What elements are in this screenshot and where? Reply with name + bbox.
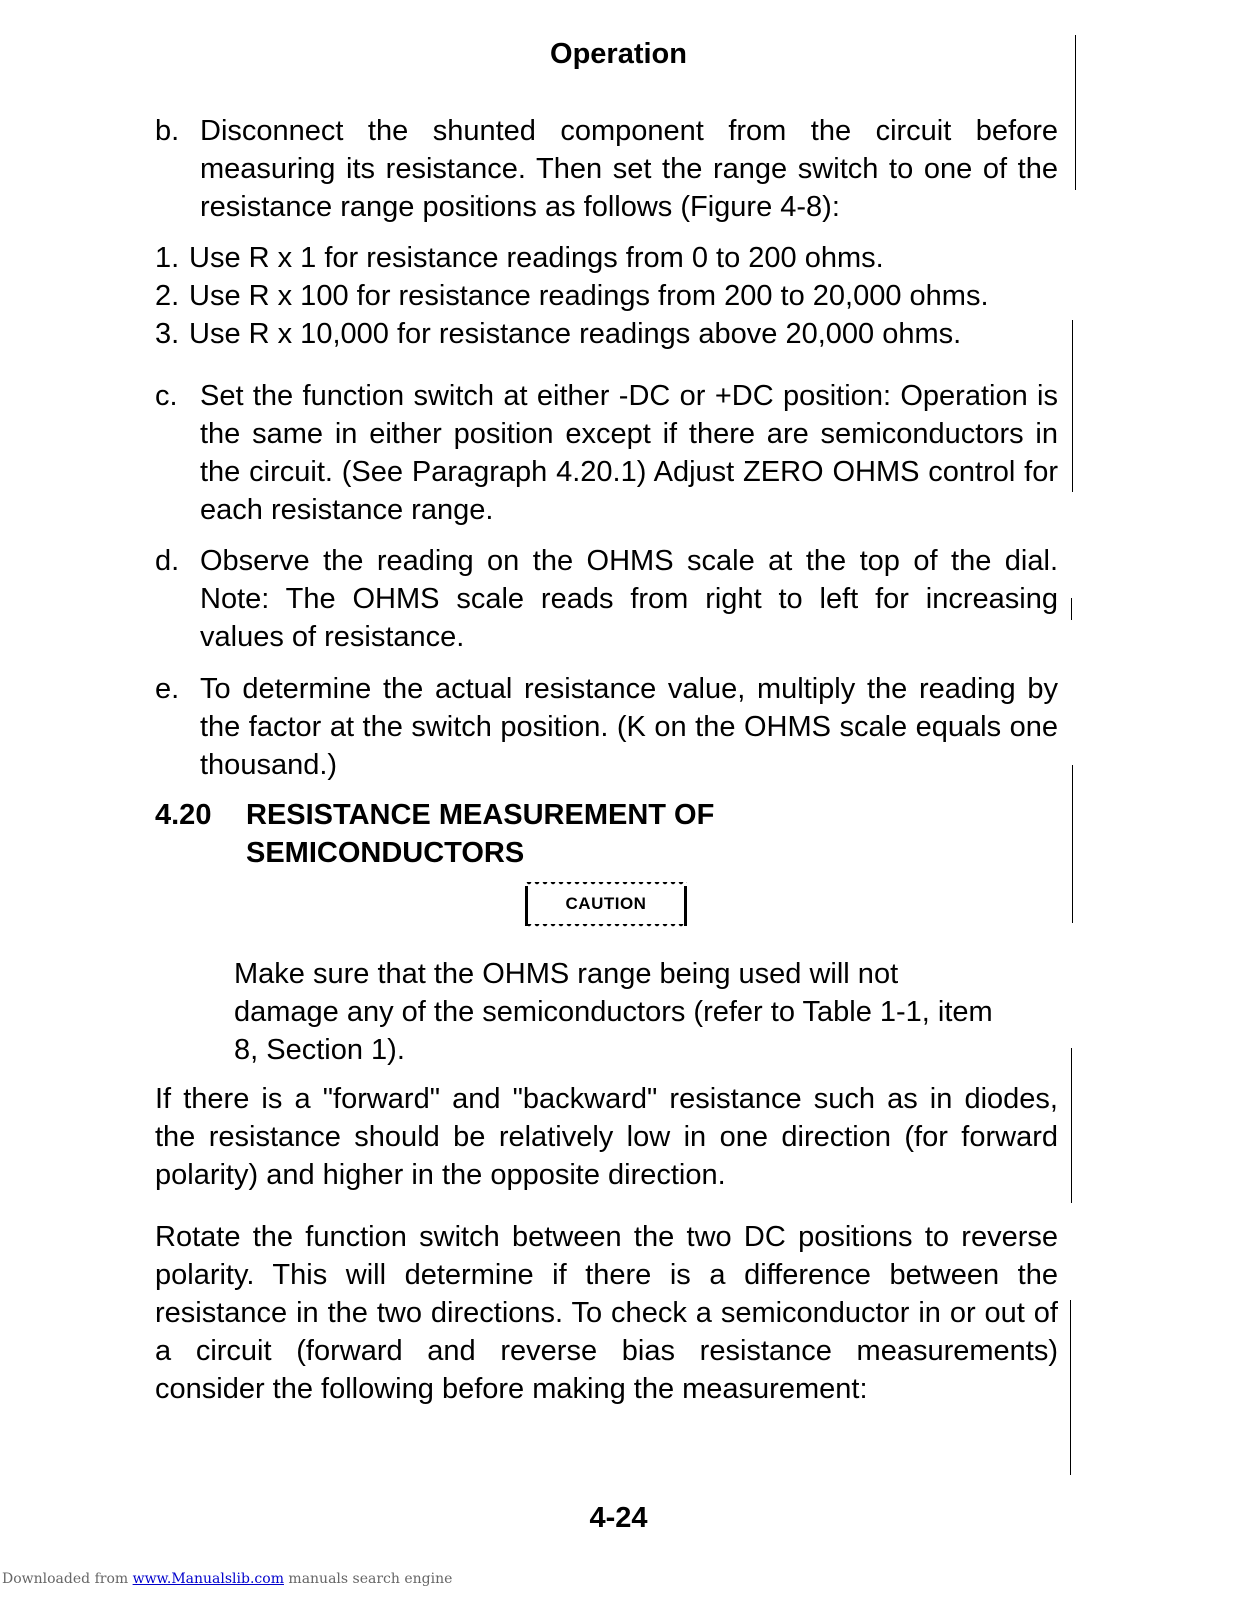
list-marker: c. — [155, 380, 178, 412]
list-item-text: To determine the actual resistance value, multiply the reading by the factor at the switch position. (K on the OHMS scale equals one thousand.) — [200, 673, 1058, 781]
caution-box — [525, 886, 687, 926]
list-marker: b. — [155, 115, 180, 147]
range-text: Use R x 100 for resistance readings from 200 to 20,000 ohms. — [189, 280, 989, 312]
list-marker: 2. — [155, 280, 180, 312]
download-suffix: manuals search engine — [283, 1571, 453, 1587]
section-number: 4.20 — [155, 799, 212, 831]
page-number: 4-24 — [589, 1502, 648, 1534]
download-attribution — [2, 1571, 452, 1587]
download-prefix: Downloaded from — [2, 1571, 133, 1587]
list-item-text: Observe the reading on the OHMS scale at the top of the dial. Note: The OHMS scale reads from right to left for increasing values of resistance. — [200, 545, 1058, 653]
margin-change-bar — [1072, 765, 1073, 923]
paragraph-forward-backward: If there is a "forward" and "backward" resistance such as in diodes, the resistance should be relatively low in one direction (for forward polarity) and higher in the opposite direction. — [155, 1083, 1058, 1191]
section-title: RESISTANCE MEASUREMENT OF SEMICONDUCTORS — [246, 799, 715, 869]
caution-label: CAUTION — [565, 894, 647, 913]
list-item-text: Set the function switch at either -DC or +DC position: Operation is the same in either position except if there are semiconductors in the circuit. (See Paragraph 4.20.1) Adjust ZERO OHMS control for each resistance range. — [200, 380, 1058, 526]
page-header: Operation — [550, 38, 687, 70]
list-item-text: Disconnect the shunted component from the circuit before measuring its resistance. Then set the range switch to one of the resistance range positions as follows (Figure 4-8): — [200, 115, 1058, 223]
range-text: Use R x 10,000 for resistance readings above 20,000 ohms. — [189, 318, 962, 350]
margin-change-bar — [1075, 35, 1076, 190]
margin-change-bar — [1070, 1300, 1071, 1475]
paragraph-rotate-switch: Rotate the function switch between the two DC positions to reverse polarity. This will determine if there is a difference between the resistance in the two directions. To check a semiconductor in or out of a circuit (forward and reverse bias resistance measurements) consider the following before making the measurement: — [155, 1221, 1058, 1405]
caution-border-wave — [525, 882, 687, 888]
list-marker: e. — [155, 673, 180, 705]
margin-change-bar — [1071, 598, 1072, 620]
caution-border-wave — [525, 924, 687, 930]
list-marker: 1. — [155, 242, 180, 274]
margin-change-bar — [1072, 320, 1073, 492]
list-marker: 3. — [155, 318, 180, 350]
manualslib-link[interactable]: www.Manualslib.com — [132, 1571, 284, 1587]
range-text: Use R x 1 for resistance readings from 0 to 200 ohms. — [189, 242, 884, 274]
margin-change-bar — [1071, 1048, 1072, 1203]
caution-text: Make sure that the OHMS range being used will not damage any of the semiconductors (refer to Table 1-1, item 8, Section 1). — [234, 958, 993, 1066]
list-marker: d. — [155, 545, 180, 577]
